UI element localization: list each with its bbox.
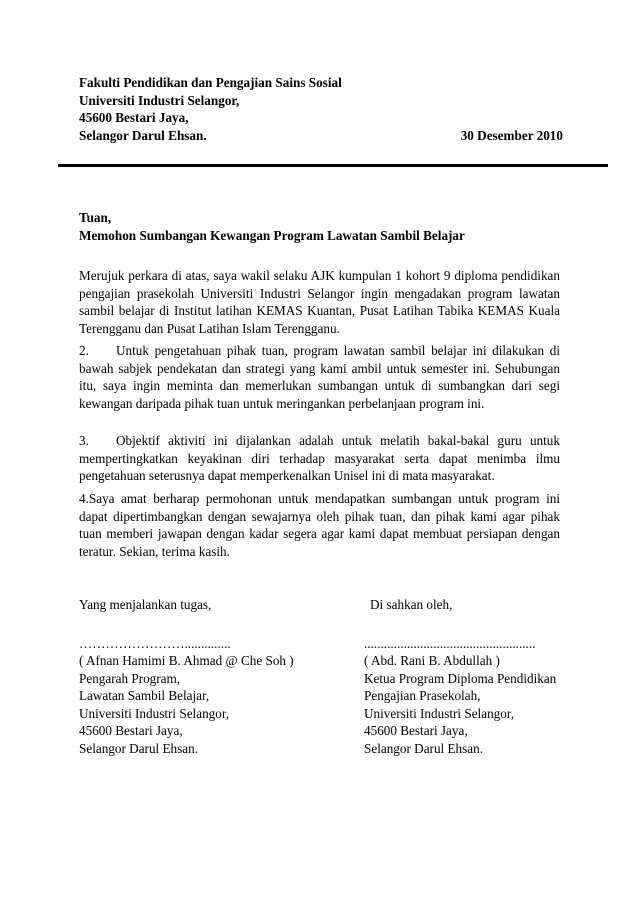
paragraph-3-text: Objektif aktiviti ini dijalankan adalah untuk melatih bakal-bakal guru untuk mempertingkatkan keyakinan diri terhadap masyarakat serta dapat menimba ilmu pengetahuan seterusnya dapat memperkenalkan Unisel ini di mata masyarakat. [79,433,560,483]
paragraph-2 [79,342,560,412]
sender-faculty: Fakulti Pendidikan dan Pengajian Sains Sosial [79,75,342,90]
sender-address-block [79,74,563,144]
sender-postcode-area: 45600 Bestari Jaya, [79,110,189,125]
signature-left-role: Pengarah Program, [79,670,181,686]
paragraph-1: Merujuk perkara di atas, saya wakil selaku AJK kumpulan 1 kohort 9 diploma pendidikan pengajian prasekolah Universiti Industri Selangor ingin mengadakan program lawatan sambil belajar di Institut latihan KEMAS Kuantan, Pusat Latihan Tabika KEMAS Kuala Terengganu dan Pusat Latihan Islam Terengganu. [79,268,560,336]
signature-right-state: Selangor Darul Ehsan. [364,740,484,756]
letter-date: 30 Desember 2010 [460,127,563,143]
sender-university: Universiti Industri Selangor, [79,92,240,108]
subject-line: Memohon Sumbangan Kewangan Program Lawatan Sambil Belajar [79,227,465,243]
paragraph-2-text: Untuk pengetahuan pihak tuan, program lawatan sambil belajar ini dilakukan di bawah sabjek pendekatan dan strategi yang kami ambil untuk semester ini. Sehubungan itu, saya ingin meminta dan memerlukan sumbangan untuk di sumbangkan dari segi kewangan daripada pihak tuan untuk meringankan perbelanjaan program ini. [79,343,560,411]
signature-left-dots: …………………….............. [79,635,231,651]
paragraph-3-number: 3. [79,433,89,448]
sender-state-date-row [79,127,563,145]
signature-block-right [364,596,556,757]
sender-state: Selangor Darul Ehsan. [79,127,207,143]
signature-right-postcode-area: 45600 Bestari Jaya, [364,723,468,738]
signature-right-name: ( Abd. Rani B. Abdullah ) [364,653,500,668]
signature-left-heading: Yang menjalankan tugas, [79,597,212,612]
signature-left-program: Lawatan Sambil Belajar, [79,688,210,703]
signature-right-heading: Di sahkan oleh, [370,597,453,612]
header-divider [58,164,608,167]
signature-left-state: Selangor Darul Ehsan. [79,740,199,756]
signature-right-dots: .................................................... [364,635,536,651]
signature-right-university: Universiti Industri Selangor, [364,705,515,721]
paragraph-3 [79,432,560,485]
signature-block-left [79,596,294,757]
salutation-block [79,209,465,244]
greeting: Tuan, [79,210,112,225]
signature-left-university: Universiti Industri Selangor, [79,705,230,721]
signature-right-role: Ketua Program Diploma Pendidikan [364,670,557,686]
signature-right-program: Pengajian Prasekolah, [364,688,481,703]
paragraph-4: 4.Saya amat berharap permohonan untuk mendapatkan sumbangan untuk program ini dapat dipertimbangkan dengan sewajarnya oleh pihak tuan, dan pihak kami agar pihak tuan memberi jawapan dengan kadar segera agar kami dapat membuat persiapan dengan teratur. Sekian, terima kasih. [79,491,560,559]
paragraph-2-number: 2. [79,343,89,358]
signature-left-name: ( Afnan Hamimi B. Ahmad @ Che Soh ) [79,653,294,668]
signature-left-postcode-area: 45600 Bestari Jaya, [79,723,183,738]
